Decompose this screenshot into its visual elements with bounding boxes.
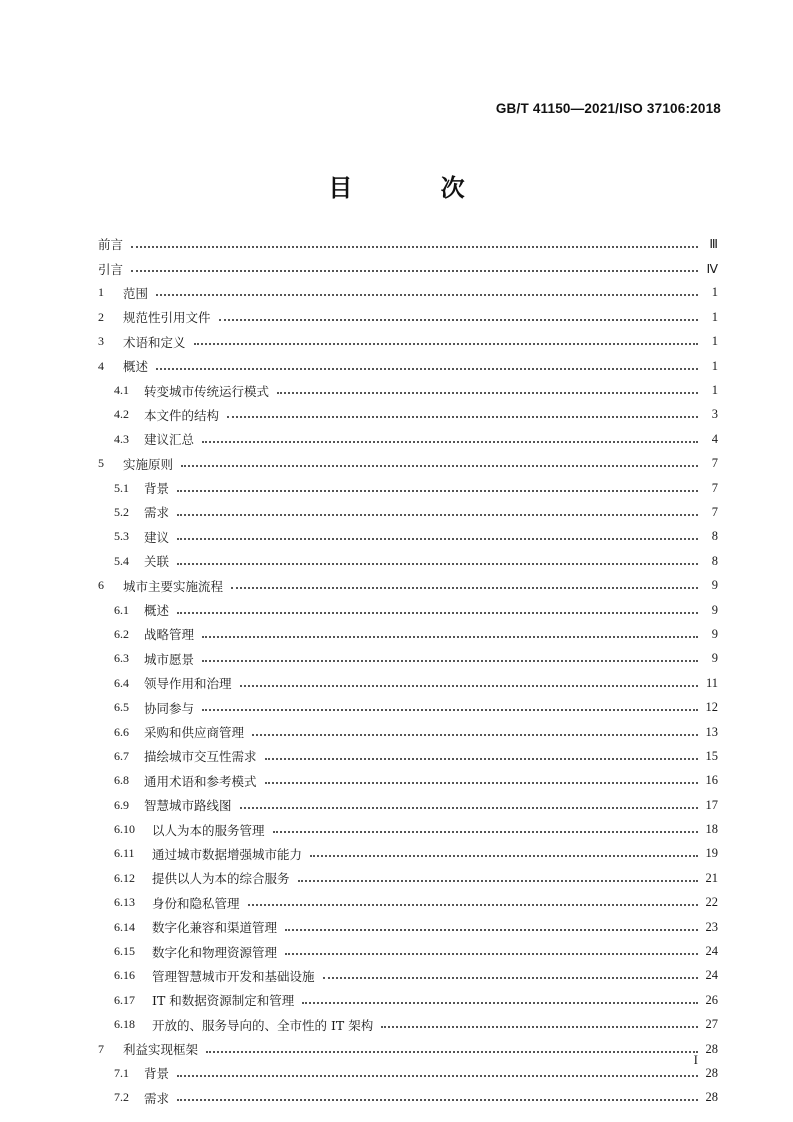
toc-entry-number: 2 bbox=[98, 309, 104, 324]
toc-entry-title: 转变城市传统运行模式 bbox=[144, 383, 270, 399]
toc-entry-page: 18 bbox=[705, 822, 718, 837]
toc-entry[interactable] bbox=[98, 598, 718, 622]
dot-leader bbox=[131, 269, 698, 272]
toc-entry-number: 6.6 bbox=[114, 724, 129, 739]
toc-entry-number: 6.13 bbox=[114, 895, 135, 910]
toc-entry-title: 利益实现框架 bbox=[123, 1042, 199, 1058]
toc-entry-page: 3 bbox=[711, 407, 718, 422]
toc-entry-title: 背景 bbox=[144, 481, 170, 497]
toc-entry-title: 引言 bbox=[98, 261, 124, 277]
toc-entry-page: 21 bbox=[705, 870, 718, 885]
toc-entry-number: 6.17 bbox=[114, 992, 135, 1007]
toc-entry[interactable] bbox=[98, 452, 718, 476]
toc-entry-number: 6.2 bbox=[114, 626, 129, 641]
toc-entry-page: 9 bbox=[711, 602, 718, 617]
toc-entry-page: 28 bbox=[705, 1041, 718, 1056]
toc-entry-title: 城市愿景 bbox=[144, 651, 195, 667]
toc-entry-title: 管理智慧城市开发和基础设施 bbox=[152, 968, 315, 984]
dot-leader bbox=[177, 1098, 698, 1101]
dot-leader bbox=[302, 1001, 698, 1004]
toc-entry-page: 8 bbox=[711, 529, 718, 544]
toc-entry-page: 7 bbox=[711, 456, 718, 471]
toc-entry-page: 4 bbox=[711, 431, 718, 446]
dot-leader bbox=[227, 415, 698, 418]
toc-entry-number: 5.4 bbox=[114, 553, 129, 568]
toc-entry-page: 16 bbox=[705, 773, 718, 788]
toc-entry-page: 9 bbox=[711, 578, 718, 593]
toc-entry-page: 28 bbox=[705, 1090, 718, 1105]
toc-entry-page: 23 bbox=[705, 919, 718, 934]
toc-entry[interactable] bbox=[98, 256, 718, 280]
table-of-contents bbox=[98, 232, 718, 1110]
toc-entry[interactable] bbox=[98, 720, 718, 744]
toc-entry-title: 背景 bbox=[144, 1066, 170, 1082]
toc-entry-number: 4.2 bbox=[114, 407, 129, 422]
toc-entry[interactable] bbox=[98, 427, 718, 451]
dot-leader bbox=[285, 952, 698, 955]
toc-entry-title: 概述 bbox=[144, 603, 170, 619]
toc-entry[interactable] bbox=[98, 939, 718, 963]
toc-entry-number: 6 bbox=[98, 578, 104, 593]
toc-entry-number: 5 bbox=[98, 456, 104, 471]
toc-entry-title: 建议汇总 bbox=[144, 432, 195, 448]
toc-entry-page: 27 bbox=[705, 1017, 718, 1032]
dot-leader bbox=[202, 708, 698, 711]
dot-leader bbox=[177, 537, 698, 540]
toc-entry-number: 6.10 bbox=[114, 822, 135, 837]
toc-entry-page: Ⅲ bbox=[709, 237, 718, 252]
toc-entry-number: 6.16 bbox=[114, 968, 135, 983]
toc-entry-page: 12 bbox=[705, 700, 718, 715]
toc-entry-title: 身份和隐私管理 bbox=[152, 895, 240, 911]
dot-leader bbox=[202, 635, 698, 638]
toc-entry-title: 规范性引用文件 bbox=[123, 310, 211, 326]
toc-entry-page: 26 bbox=[705, 992, 718, 1007]
toc-entry-page: 13 bbox=[705, 724, 718, 739]
toc-entry-title: 战略管理 bbox=[144, 627, 195, 643]
toc-entry-number: 6.12 bbox=[114, 870, 135, 885]
toc-entry-number: 6.5 bbox=[114, 700, 129, 715]
toc-entry[interactable] bbox=[98, 671, 718, 695]
toc-entry-page: 9 bbox=[711, 626, 718, 641]
toc-entry[interactable] bbox=[98, 281, 718, 305]
toc-entry-title: 以人为本的服务管理 bbox=[152, 822, 265, 838]
dot-leader bbox=[177, 1074, 698, 1077]
toc-entry[interactable] bbox=[98, 232, 718, 256]
toc-entry[interactable] bbox=[98, 476, 718, 500]
toc-entry-title: 需求 bbox=[144, 1090, 170, 1106]
standard-number-header: GB/T 41150—2021/ISO 37106:2018 bbox=[495, 101, 721, 116]
toc-entry[interactable] bbox=[98, 1037, 718, 1061]
toc-entry-title: 实施原则 bbox=[123, 456, 174, 472]
toc-entry-number: 7.1 bbox=[114, 1065, 129, 1080]
toc-entry-title: 需求 bbox=[144, 505, 170, 521]
toc-entry-page: 1 bbox=[711, 358, 718, 373]
toc-entry-number: 6.8 bbox=[114, 773, 129, 788]
dot-leader bbox=[265, 757, 698, 760]
toc-entry[interactable] bbox=[98, 403, 718, 427]
dot-leader bbox=[177, 611, 698, 614]
toc-entry-title: IT 和数据资源制定和管理 bbox=[152, 993, 295, 1009]
toc-entry[interactable] bbox=[98, 1061, 718, 1085]
dot-leader bbox=[273, 830, 698, 833]
toc-entry-title: 采购和供应商管理 bbox=[144, 725, 245, 740]
dot-leader bbox=[310, 854, 698, 857]
dot-leader bbox=[248, 903, 698, 906]
dot-leader bbox=[323, 976, 698, 979]
toc-entry-number: 7 bbox=[98, 1041, 104, 1056]
toc-entry-number: 5.1 bbox=[114, 480, 129, 495]
toc-entry-title: 前言 bbox=[98, 237, 124, 253]
toc-entry-page: 8 bbox=[711, 553, 718, 568]
dot-leader bbox=[381, 1025, 698, 1028]
dot-leader bbox=[156, 367, 698, 370]
toc-entry[interactable] bbox=[98, 695, 718, 719]
toc-entry[interactable] bbox=[98, 842, 718, 866]
toc-entry[interactable] bbox=[98, 817, 718, 841]
toc-entry[interactable] bbox=[98, 891, 718, 915]
toc-entry[interactable] bbox=[98, 793, 718, 817]
toc-entry-title: 通过城市数据增强城市能力 bbox=[152, 846, 303, 862]
toc-entry-page: 7 bbox=[711, 504, 718, 519]
dot-leader bbox=[252, 733, 698, 736]
toc-entry-title: 范围 bbox=[123, 285, 149, 301]
toc-entry-page: 17 bbox=[705, 797, 718, 812]
toc-entry[interactable] bbox=[98, 744, 718, 768]
toc-entry-number: 6.9 bbox=[114, 797, 129, 812]
toc-entry-page: 28 bbox=[705, 1065, 718, 1080]
dot-leader bbox=[156, 293, 698, 296]
toc-entry-page: 19 bbox=[705, 846, 718, 861]
toc-entry-page: 1 bbox=[711, 309, 718, 324]
toc-entry-title: 提供以人为本的综合服务 bbox=[152, 871, 290, 887]
toc-entry-number: 6.11 bbox=[114, 846, 135, 861]
toc-entry-page: 24 bbox=[705, 944, 718, 959]
toc-entry-page: 9 bbox=[711, 651, 718, 666]
toc-entry[interactable] bbox=[98, 769, 718, 793]
toc-entry-number: 7.2 bbox=[114, 1090, 129, 1105]
toc-entry-title: 协同参与 bbox=[144, 700, 195, 716]
dot-leader bbox=[177, 489, 698, 492]
toc-entry-number: 4.1 bbox=[114, 383, 129, 398]
toc-entry-title: 描绘城市交互性需求 bbox=[144, 749, 257, 765]
toc-entry-page: Ⅳ bbox=[706, 261, 718, 276]
toc-entry-number: 6.15 bbox=[114, 944, 135, 959]
toc-entry-number: 4 bbox=[98, 358, 104, 373]
dot-leader bbox=[177, 562, 698, 565]
toc-entry-title: 关联 bbox=[144, 554, 170, 570]
toc-entry-page: 1 bbox=[711, 383, 718, 398]
dot-leader bbox=[181, 464, 698, 467]
toc-entry-number: 6.14 bbox=[114, 919, 135, 934]
toc-entry-title: 术语和定义 bbox=[123, 334, 186, 350]
toc-entry-number: 5.2 bbox=[114, 504, 129, 519]
toc-entry-number: 6.1 bbox=[114, 602, 129, 617]
toc-entry-page: 1 bbox=[711, 334, 718, 349]
toc-entry[interactable] bbox=[98, 305, 718, 329]
toc-entry-number: 4.3 bbox=[114, 431, 129, 446]
toc-entry-page: 1 bbox=[711, 285, 718, 300]
toc-entry[interactable] bbox=[98, 622, 718, 646]
toc-entry[interactable] bbox=[98, 988, 718, 1012]
toc-entry-page: 24 bbox=[705, 968, 718, 983]
toc-entry[interactable] bbox=[98, 915, 718, 939]
dot-leader bbox=[202, 659, 698, 662]
toc-entry-page: 11 bbox=[705, 675, 718, 690]
dot-leader bbox=[194, 342, 698, 345]
dot-leader bbox=[298, 879, 698, 882]
toc-entry-title: 城市主要实施流程 bbox=[123, 578, 224, 594]
dot-leader bbox=[219, 318, 698, 321]
toc-entry[interactable] bbox=[98, 354, 718, 378]
toc-entry[interactable] bbox=[98, 330, 718, 354]
toc-entry-number: 1 bbox=[98, 285, 104, 300]
toc-entry-number: 6.3 bbox=[114, 651, 129, 666]
toc-entry-page: 15 bbox=[705, 748, 718, 763]
toc-entry-page: 22 bbox=[705, 895, 718, 910]
toc-entry-title: 概述 bbox=[123, 359, 149, 375]
dot-leader bbox=[265, 781, 698, 784]
toc-entry-number: 6.7 bbox=[114, 748, 129, 763]
toc-entry[interactable] bbox=[98, 525, 718, 549]
toc-entry-title: 数字化和物理资源管理 bbox=[152, 944, 278, 960]
toc-entry-page: 7 bbox=[711, 480, 718, 495]
toc-entry[interactable] bbox=[98, 549, 718, 573]
toc-entry-number: 3 bbox=[98, 334, 104, 349]
dot-leader bbox=[206, 1050, 698, 1053]
toc-entry[interactable] bbox=[98, 500, 718, 524]
dot-leader bbox=[285, 928, 698, 931]
dot-leader bbox=[202, 440, 698, 443]
toc-entry-number: 6.4 bbox=[114, 675, 129, 690]
dot-leader bbox=[231, 586, 698, 589]
toc-entry[interactable] bbox=[98, 866, 718, 890]
toc-entry[interactable] bbox=[98, 647, 718, 671]
page-folio: I bbox=[693, 1052, 698, 1067]
dot-leader bbox=[131, 245, 698, 248]
dot-leader bbox=[240, 806, 698, 809]
toc-entry-title: 智慧城市路线图 bbox=[144, 798, 232, 814]
toc-entry[interactable] bbox=[98, 964, 718, 988]
toc-entry-number: 5.3 bbox=[114, 529, 129, 544]
dot-leader bbox=[177, 513, 698, 516]
dot-leader bbox=[277, 391, 698, 394]
toc-entry[interactable] bbox=[98, 378, 718, 402]
toc-entry-title: 本文件的结构 bbox=[144, 407, 220, 423]
toc-entry-number: 6.18 bbox=[114, 1017, 135, 1032]
toc-entry[interactable] bbox=[98, 1086, 718, 1110]
toc-entry[interactable] bbox=[98, 573, 718, 597]
toc-entry-title: 建议 bbox=[144, 529, 170, 545]
toc-entry-title: 领导作用和治理 bbox=[144, 676, 232, 692]
page-title: 目 次 bbox=[328, 173, 505, 202]
toc-entry-title: 开放的、服务导向的、全市性的 IT 架构 bbox=[152, 1017, 374, 1033]
toc-entry[interactable] bbox=[98, 1013, 718, 1037]
dot-leader bbox=[240, 684, 698, 687]
toc-entry-title: 通用术语和参考模式 bbox=[144, 773, 257, 789]
toc-entry-title: 数字化兼容和渠道管理 bbox=[152, 920, 278, 936]
